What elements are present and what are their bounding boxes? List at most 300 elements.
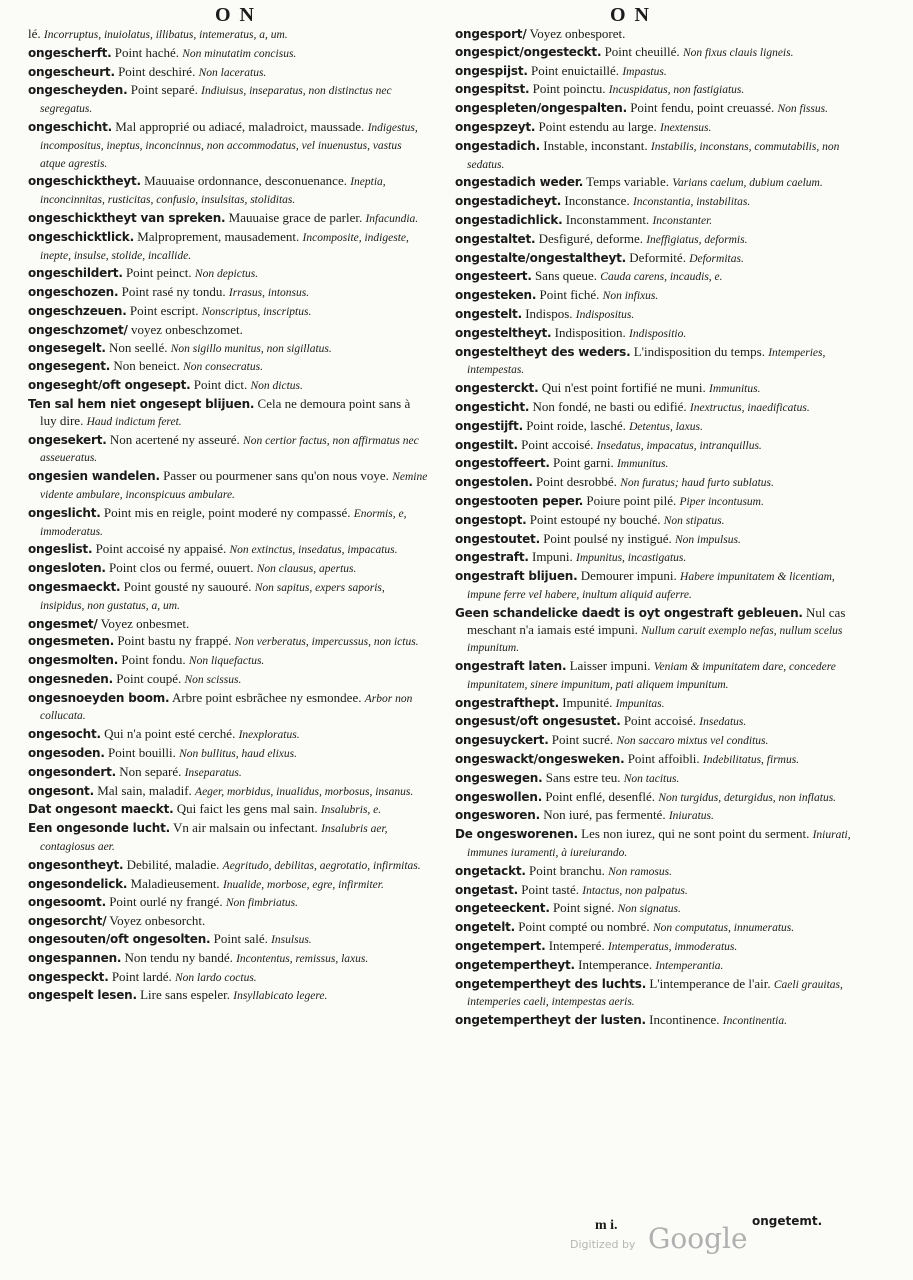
latin-gloss: Aegritudo, debilitas, aegrotatio, infirmitas. bbox=[222, 859, 421, 872]
headword: ongesmaeckt. bbox=[28, 579, 121, 594]
headword: ongestolen. bbox=[455, 475, 533, 490]
headword: ongesmeten. bbox=[28, 634, 115, 649]
latin-gloss: Non bullitus, haud elixus. bbox=[179, 748, 298, 761]
headword: ongespannen. bbox=[28, 950, 122, 965]
french-gloss: Point tasté. bbox=[521, 881, 580, 897]
french-gloss: Maladieusement. bbox=[130, 875, 220, 891]
dictionary-entry bbox=[455, 957, 855, 975]
dictionary-entry bbox=[455, 287, 855, 305]
dictionary-entry bbox=[455, 1012, 855, 1030]
french-gloss: Point fiché. bbox=[539, 287, 600, 303]
dictionary-entry bbox=[28, 745, 428, 763]
latin-gloss: Impastus. bbox=[622, 65, 667, 78]
french-gloss: L'indisposition du temps. bbox=[633, 343, 765, 359]
french-gloss: Desfiguré, deforme. bbox=[538, 230, 643, 246]
latin-gloss: Non tacitus. bbox=[623, 772, 680, 785]
dictionary-entry bbox=[455, 568, 855, 604]
dictionary-entry bbox=[455, 882, 855, 900]
latin-gloss: Non minutatim concisus. bbox=[182, 47, 297, 60]
headword: ongesondert. bbox=[28, 764, 116, 779]
latin-gloss: Inextructus, inaedificatus. bbox=[689, 401, 810, 414]
latin-gloss: Non stipatus. bbox=[663, 514, 725, 527]
french-gloss: Point sucré. bbox=[551, 732, 614, 748]
dictionary-entry bbox=[455, 344, 855, 380]
latin-gloss: Non ramosus. bbox=[608, 865, 672, 878]
latin-gloss: Arbor non collucata. bbox=[40, 692, 413, 723]
watermark-google: Google bbox=[648, 1222, 748, 1255]
french-gloss: Non acertené ny asseuré. bbox=[109, 431, 240, 447]
dictionary-entry bbox=[455, 380, 855, 398]
french-gloss: Incontinence. bbox=[649, 1012, 720, 1028]
latin-gloss: Cauda carens, incaudis, e. bbox=[600, 271, 723, 284]
dictionary-entry bbox=[455, 512, 855, 530]
french-gloss: Inconstance. bbox=[564, 193, 630, 209]
latin-gloss: Non extinctus, insedatus, impacatus. bbox=[229, 544, 398, 557]
headword: ongeseght/oft ongesept. bbox=[28, 378, 191, 393]
french-gloss: Intemperé. bbox=[548, 938, 605, 954]
french-gloss: Sans queue. bbox=[534, 268, 598, 284]
dictionary-entry bbox=[28, 690, 428, 726]
french-gloss: Cela ne demoura point sans à luy dire. bbox=[40, 395, 411, 428]
headword: ongesteert. bbox=[455, 269, 532, 284]
french-gloss: Non iuré, pas fermenté. bbox=[543, 807, 666, 823]
latin-gloss: Intemperatus, immoderatus. bbox=[607, 941, 738, 954]
dictionary-entry bbox=[28, 340, 428, 358]
headword: ongesekert. bbox=[28, 432, 107, 447]
dictionary-entry bbox=[455, 732, 855, 750]
left-column-header: O N bbox=[215, 4, 256, 26]
headword: ongestijft. bbox=[455, 418, 523, 433]
french-gloss: voyez onbeschzomet. bbox=[130, 321, 243, 337]
headword: ongeteeckent. bbox=[455, 901, 550, 916]
latin-gloss: Nullum caruit exemplo nefas, nullum scelus impunitum. bbox=[467, 624, 843, 655]
french-gloss: Point rasé ny tondu. bbox=[121, 284, 226, 300]
headword: ongescherft. bbox=[28, 45, 112, 60]
latin-gloss: Enormis, e, immoderatus. bbox=[40, 507, 407, 538]
latin-gloss: Non computatus, innumeratus. bbox=[652, 922, 795, 935]
latin-gloss: Non sigillo munitus, non sigillatus. bbox=[170, 342, 332, 355]
headword: ongesouten/oft ongesolten. bbox=[28, 932, 211, 947]
dictionary-entry bbox=[28, 931, 428, 949]
dictionary-entry bbox=[28, 468, 428, 504]
headword: ongestadich weder. bbox=[455, 175, 584, 190]
dictionary-entry bbox=[28, 82, 428, 118]
dictionary-entry bbox=[455, 63, 855, 81]
dictionary-entry bbox=[455, 789, 855, 807]
french-gloss: Point lardé. bbox=[111, 968, 172, 984]
french-gloss: Vn air malsain ou infectant. bbox=[173, 820, 318, 836]
dictionary-entry bbox=[455, 751, 855, 769]
latin-gloss: Intemperantia. bbox=[655, 959, 724, 972]
dictionary-entry bbox=[28, 652, 428, 670]
catchword: ongetemt. bbox=[752, 1214, 823, 1228]
latin-gloss: Non consecratus. bbox=[183, 361, 263, 374]
headword: ongesteltheyt des weders. bbox=[455, 344, 631, 359]
watermark-digitized-by: Digitized by bbox=[570, 1238, 636, 1251]
headword: ongetempertheyt. bbox=[455, 957, 575, 972]
dictionary-entry bbox=[455, 231, 855, 249]
dictionary-entry bbox=[28, 783, 428, 801]
headword: ongestelt. bbox=[455, 306, 522, 321]
headword: ongestrafthept. bbox=[455, 695, 559, 710]
latin-gloss: Infacundia. bbox=[365, 212, 419, 225]
dictionary-entry bbox=[28, 950, 428, 968]
latin-gloss: Indispositio. bbox=[629, 327, 687, 340]
headword: Een ongesonde lucht. bbox=[28, 821, 171, 836]
latin-gloss: Incontinentia. bbox=[722, 1015, 787, 1028]
dictionary-entry bbox=[28, 616, 428, 633]
headword: ongestraft blijuen. bbox=[455, 569, 578, 584]
dictionary-entry bbox=[455, 695, 855, 713]
french-gloss: Point poinctu. bbox=[532, 81, 606, 97]
headword: ongeslicht. bbox=[28, 505, 101, 520]
latin-gloss: Non laceratus. bbox=[198, 66, 267, 79]
dictionary-entry bbox=[28, 633, 428, 651]
dictionary-entry bbox=[28, 579, 428, 615]
dictionary-entry bbox=[28, 322, 428, 339]
latin-gloss: Inualide, morbose, egre, infirmiter. bbox=[222, 878, 384, 891]
dictionary-entry bbox=[455, 807, 855, 825]
dictionary-entry bbox=[455, 605, 855, 657]
headword: ongesterckt. bbox=[455, 381, 539, 396]
dictionary-entry bbox=[455, 863, 855, 881]
right-column bbox=[455, 26, 855, 1238]
dictionary-entry bbox=[455, 174, 855, 192]
french-gloss: Mauuaise grace de parler. bbox=[228, 209, 363, 225]
latin-gloss: Non fissus. bbox=[777, 103, 828, 116]
french-gloss: Temps variable. bbox=[586, 174, 670, 190]
dictionary-entry bbox=[455, 81, 855, 99]
latin-gloss: Intactus, non palpatus. bbox=[582, 884, 688, 897]
left-column bbox=[28, 26, 428, 1238]
latin-gloss: Incuspidatus, non fastigiatus. bbox=[608, 84, 745, 97]
french-gloss: Point separé. bbox=[130, 82, 198, 98]
latin-gloss: Piper incontusum. bbox=[679, 495, 764, 508]
dictionary-entry bbox=[455, 306, 855, 324]
dictionary-entry bbox=[28, 303, 428, 321]
french-gloss: Indispos. bbox=[525, 305, 573, 321]
headword: ongesien wandelen. bbox=[28, 469, 160, 484]
headword: Geen schandelicke daedt is oyt ongestraft gebleuen. bbox=[455, 605, 803, 620]
dictionary-entry bbox=[455, 26, 855, 43]
french-gloss: Point signé. bbox=[552, 900, 615, 916]
latin-gloss: Incontentus, remissus, laxus. bbox=[236, 952, 369, 965]
latin-gloss: Indiuisus, inseparatus, non distinctus nec segregatus. bbox=[40, 85, 392, 116]
french-gloss: Qui n'est point fortifié ne muni. bbox=[541, 380, 706, 396]
dictionary-entry bbox=[28, 505, 428, 541]
headword: ongespijst. bbox=[455, 63, 528, 78]
latin-gloss: Non lardo coctus. bbox=[175, 971, 257, 984]
latin-gloss: Inconstantia, instabilitas. bbox=[632, 196, 751, 209]
french-gloss: Point estoupé ny bouché. bbox=[529, 511, 661, 527]
headword: ongespelt lesen. bbox=[28, 988, 137, 1003]
dictionary-entry bbox=[28, 671, 428, 689]
french-gloss: Point clos ou fermé, ouuert. bbox=[109, 560, 254, 576]
headword: ongeschicktheyt. bbox=[28, 174, 141, 189]
headword: ongestoutet. bbox=[455, 531, 540, 546]
headword: ongescheyden. bbox=[28, 83, 128, 98]
headword: ongesneden. bbox=[28, 671, 113, 686]
headword: ongesteken. bbox=[455, 288, 537, 303]
headword: ongestraft laten. bbox=[455, 659, 567, 674]
headword: ongeslist. bbox=[28, 542, 93, 557]
dictionary-entry bbox=[455, 138, 855, 174]
latin-gloss: Non dictus. bbox=[250, 380, 303, 393]
french-gloss: Point fendu, point creuassé. bbox=[630, 100, 775, 116]
french-gloss: Debilité, maladie. bbox=[126, 856, 220, 872]
french-gloss: Non separé. bbox=[119, 763, 182, 779]
french-gloss: Voyez onbesorcht. bbox=[109, 913, 206, 929]
latin-gloss: Insedatus. bbox=[699, 716, 747, 729]
french-gloss: Point bastu ny frappé. bbox=[117, 633, 232, 649]
french-gloss: Non beneict. bbox=[113, 358, 180, 374]
headword: ongetempertheyt der lusten. bbox=[455, 1013, 646, 1028]
french-gloss: Instable, inconstant. bbox=[543, 137, 648, 153]
french-gloss: Point accoisé. bbox=[521, 436, 594, 452]
headword: ongestadicheyt. bbox=[455, 194, 562, 209]
french-gloss: Nul cas meschant n'a iamais esté impuni. bbox=[467, 604, 846, 637]
dictionary-entry bbox=[28, 987, 428, 1005]
dictionary-entry bbox=[28, 64, 428, 82]
french-gloss: Lire sans espeler. bbox=[140, 987, 230, 1003]
latin-gloss: Indigestus, incompositus, ineptus, inconcinnus, non accommodatus, vel inuenustus, vastus atque agrestis. bbox=[40, 121, 418, 170]
latin-gloss: Non furatus; haud furto sublatus. bbox=[620, 477, 774, 490]
dictionary-entry bbox=[455, 976, 855, 1012]
dictionary-entry bbox=[28, 377, 428, 395]
latin-gloss: Instabilis, inconstans, commutabilis, non sedatus. bbox=[467, 140, 840, 171]
latin-gloss: Non turgidus, deturgidus, non inflatus. bbox=[658, 791, 837, 804]
dictionary-entry bbox=[28, 432, 428, 468]
french-gloss: Sans estre teu. bbox=[545, 769, 621, 785]
dictionary-entry bbox=[455, 531, 855, 549]
dictionary-entry bbox=[455, 437, 855, 455]
latin-gloss: Non fimbriatus. bbox=[225, 897, 299, 910]
dictionary-entry bbox=[28, 45, 428, 63]
headword: ongesorcht/ bbox=[28, 914, 107, 929]
french-gloss: Non seellé. bbox=[108, 339, 168, 355]
dictionary-entry bbox=[455, 658, 855, 694]
headword: ongespict/ongesteckt. bbox=[455, 44, 602, 59]
latin-gloss: Impunitus, incastigatus. bbox=[576, 552, 687, 565]
latin-gloss: Caeli grauitas, intemperies caeli, intempestas aeris. bbox=[467, 978, 843, 1009]
dictionary-entry bbox=[455, 100, 855, 118]
french-gloss: Point enuictaillé. bbox=[530, 62, 620, 78]
headword: ongetast. bbox=[455, 882, 518, 897]
dictionary-entry bbox=[455, 474, 855, 492]
dictionary-entry bbox=[455, 119, 855, 137]
dictionary-entry bbox=[455, 212, 855, 230]
latin-gloss: Non fixus clauis ligneis. bbox=[682, 46, 794, 59]
dictionary-entry bbox=[28, 726, 428, 744]
headword: ongesocht. bbox=[28, 727, 101, 742]
headword: ongetempert. bbox=[455, 939, 546, 954]
dictionary-entry bbox=[28, 173, 428, 209]
french-gloss: Qui faict les gens mal sain. bbox=[176, 801, 318, 817]
latin-gloss: Ineffigiatus, deformis. bbox=[646, 233, 748, 246]
dictionary-entry bbox=[28, 358, 428, 376]
french-gloss: Point poulsé ny instigué. bbox=[543, 530, 672, 546]
dictionary-entry bbox=[28, 913, 428, 930]
latin-gloss: Nemine vidente ambulare, inconspicuus ambulare. bbox=[40, 471, 428, 501]
latin-gloss: Varians caelum, dubium caelum. bbox=[672, 177, 823, 190]
french-gloss: Impunité. bbox=[562, 694, 613, 710]
french-gloss: Point peinct. bbox=[125, 265, 192, 281]
headword: ongeschicht. bbox=[28, 119, 112, 134]
latin-gloss: Insedatus, impacatus, intranquillus. bbox=[596, 439, 762, 452]
french-gloss: Intemperance. bbox=[578, 956, 653, 972]
latin-gloss: Habere impunitatem & licentiam, impune ferre vel habere, inultum aliquid auferre. bbox=[467, 571, 835, 601]
latin-gloss: Non scissus. bbox=[184, 673, 242, 686]
dictionary-entry bbox=[28, 396, 428, 431]
french-gloss: Inconstamment. bbox=[565, 211, 650, 227]
dictionary-entry bbox=[455, 938, 855, 956]
french-gloss: Voyez onbesporet. bbox=[529, 26, 626, 41]
headword: De ongesworenen. bbox=[455, 827, 578, 842]
dictionary-entry bbox=[28, 876, 428, 894]
french-gloss: Non fondé, ne basti ou edifié. bbox=[532, 398, 687, 414]
french-gloss: Point bouilli. bbox=[107, 745, 176, 761]
headword: ongeschozen. bbox=[28, 285, 119, 300]
french-gloss: Point estendu au large. bbox=[538, 118, 657, 134]
dictionary-entry bbox=[455, 713, 855, 731]
dictionary-entry bbox=[455, 268, 855, 286]
headword: ongesoomt. bbox=[28, 895, 106, 910]
google-watermark bbox=[570, 1222, 770, 1262]
french-gloss: lé. bbox=[28, 26, 41, 41]
french-gloss: Laisser impuni. bbox=[569, 658, 651, 674]
french-gloss: Poiure point pilé. bbox=[586, 492, 677, 508]
french-gloss: Deformité. bbox=[629, 249, 686, 265]
french-gloss: Point affoibli. bbox=[627, 751, 700, 767]
headword: ongespitst. bbox=[455, 82, 530, 97]
french-gloss: Point escript. bbox=[129, 302, 199, 318]
headword: ongesondelick. bbox=[28, 876, 128, 891]
latin-gloss: Non certior factus, non affirmatus nec asseueratus. bbox=[40, 434, 419, 465]
latin-gloss: Ineptia, inconcinnitas, rusticitas, confusio, insulsitas, stoliditas. bbox=[40, 176, 386, 207]
french-gloss: Point compté ou nombré. bbox=[518, 919, 650, 935]
headword: ongesont. bbox=[28, 783, 94, 798]
dictionary-entry bbox=[455, 325, 855, 343]
latin-gloss: Haud indictum feret. bbox=[86, 415, 182, 428]
latin-gloss: Inconstanter. bbox=[652, 214, 713, 227]
latin-gloss: Inexploratus. bbox=[238, 729, 300, 742]
headword: ongesegelt. bbox=[28, 340, 106, 355]
headword: ongeschzomet/ bbox=[28, 322, 128, 337]
headword: ongesloten. bbox=[28, 561, 106, 576]
headword: ongeschildert. bbox=[28, 266, 123, 281]
french-gloss: Point fondu. bbox=[121, 652, 186, 668]
french-gloss: Point haché. bbox=[114, 44, 180, 60]
latin-gloss: Irrasus, intonsus. bbox=[228, 287, 310, 300]
french-gloss: L'intemperance de l'air. bbox=[649, 975, 771, 991]
headword: ongestooten peper. bbox=[455, 493, 584, 508]
headword: ongespleten/ongespalten. bbox=[455, 101, 627, 116]
latin-gloss: Incorruptus, inuiolatus, illibatus, intemeratus, a, um. bbox=[43, 29, 288, 41]
latin-gloss: Insalubris, e. bbox=[320, 804, 382, 817]
french-gloss: Demourer impuni. bbox=[580, 568, 677, 584]
right-column-header: O N bbox=[610, 4, 651, 26]
french-gloss: Point accoisé ny appaisé. bbox=[95, 541, 227, 557]
french-gloss: Point cheuillé. bbox=[604, 43, 680, 59]
dictionary-entry bbox=[455, 250, 855, 268]
dictionary-entry bbox=[28, 284, 428, 302]
latin-gloss: Insyllabicato legere. bbox=[233, 990, 328, 1003]
french-gloss: Les non iurez, qui ne sont point du serment. bbox=[581, 826, 810, 842]
dictionary-entry bbox=[28, 894, 428, 912]
headword: ongesoden. bbox=[28, 746, 105, 761]
dictionary-entry bbox=[455, 455, 855, 473]
dictionary-entry bbox=[28, 801, 428, 819]
headword: ongetelt. bbox=[455, 920, 515, 935]
dictionary-entry bbox=[455, 418, 855, 436]
dictionary-entry bbox=[28, 764, 428, 782]
headword: ongespeckt. bbox=[28, 969, 109, 984]
latin-gloss: Aeger, morbidus, inualidus, morbosus, insanus. bbox=[195, 785, 414, 798]
headword: ongestraft. bbox=[455, 550, 529, 565]
latin-gloss: Non signatus. bbox=[617, 903, 681, 916]
latin-gloss: Insalubris aer, contagiosus aer. bbox=[40, 823, 388, 854]
headword: ongesuyckert. bbox=[455, 733, 549, 748]
latin-gloss: Non clausus, apertus. bbox=[256, 563, 357, 576]
french-gloss: Point gousté ny sauouré. bbox=[123, 578, 252, 594]
latin-gloss: Incomposite, indigeste, inepte, insulse, stolide, incallide. bbox=[40, 231, 409, 262]
latin-gloss: Nonscriptus, inscriptus. bbox=[201, 305, 312, 318]
french-gloss: Arbre point esbrãchee ny esmondee. bbox=[171, 689, 362, 705]
headword: Dat ongesont maeckt. bbox=[28, 802, 174, 817]
french-gloss: Point salé. bbox=[213, 931, 268, 947]
latin-gloss: Non liquefactus. bbox=[188, 655, 265, 668]
latin-gloss: Insulsus. bbox=[271, 934, 312, 947]
dictionary-entry bbox=[28, 820, 428, 856]
french-gloss: Point branchu. bbox=[529, 862, 605, 878]
french-gloss: Point accoisé. bbox=[623, 713, 697, 729]
french-gloss: Point desrobbé. bbox=[536, 474, 617, 490]
headword: ongeswackt/ongesweken. bbox=[455, 752, 625, 767]
dictionary-entry bbox=[455, 44, 855, 62]
headword: ongesegent. bbox=[28, 359, 111, 374]
dictionary-entry bbox=[28, 210, 428, 228]
dictionary-entry bbox=[28, 541, 428, 559]
latin-gloss: Intemperies, intempestas. bbox=[467, 346, 826, 377]
dictionary-entry bbox=[455, 900, 855, 918]
headword: ongeschicktlick. bbox=[28, 229, 134, 244]
dictionary-entry bbox=[455, 493, 855, 511]
headword: ongesteltheyt. bbox=[455, 325, 552, 340]
dictionary-entry bbox=[28, 119, 428, 172]
latin-gloss: Non depictus. bbox=[194, 268, 259, 281]
latin-gloss: Non infixus. bbox=[602, 290, 659, 303]
latin-gloss: Immunitus. bbox=[616, 458, 669, 471]
french-gloss: Passer ou pourmener sans qu'on nous voye. bbox=[163, 468, 389, 484]
headword: ongesontheyt. bbox=[28, 857, 124, 872]
latin-gloss: Indebilitatus, firmus. bbox=[702, 754, 800, 767]
signature-mark: m i. bbox=[595, 1218, 618, 1233]
headword: ongetackt. bbox=[455, 863, 526, 878]
headword: ongestalte/ongestaltheyt. bbox=[455, 250, 627, 265]
headword: ongestadich. bbox=[455, 138, 541, 153]
dictionary-entry bbox=[455, 549, 855, 567]
headword: ongesnoeyden boom. bbox=[28, 690, 170, 705]
dictionary-entry bbox=[28, 229, 428, 265]
dictionary-entry bbox=[455, 826, 855, 862]
french-gloss: Point ourlé ny frangé. bbox=[109, 894, 223, 910]
dictionary-entry bbox=[28, 265, 428, 283]
latin-gloss: Detentus, laxus. bbox=[629, 420, 703, 433]
headword: ongeswegen. bbox=[455, 770, 543, 785]
latin-gloss: Iniuratus. bbox=[668, 810, 714, 823]
headword: ongescheurt. bbox=[28, 64, 115, 79]
dictionary-entry bbox=[28, 969, 428, 987]
